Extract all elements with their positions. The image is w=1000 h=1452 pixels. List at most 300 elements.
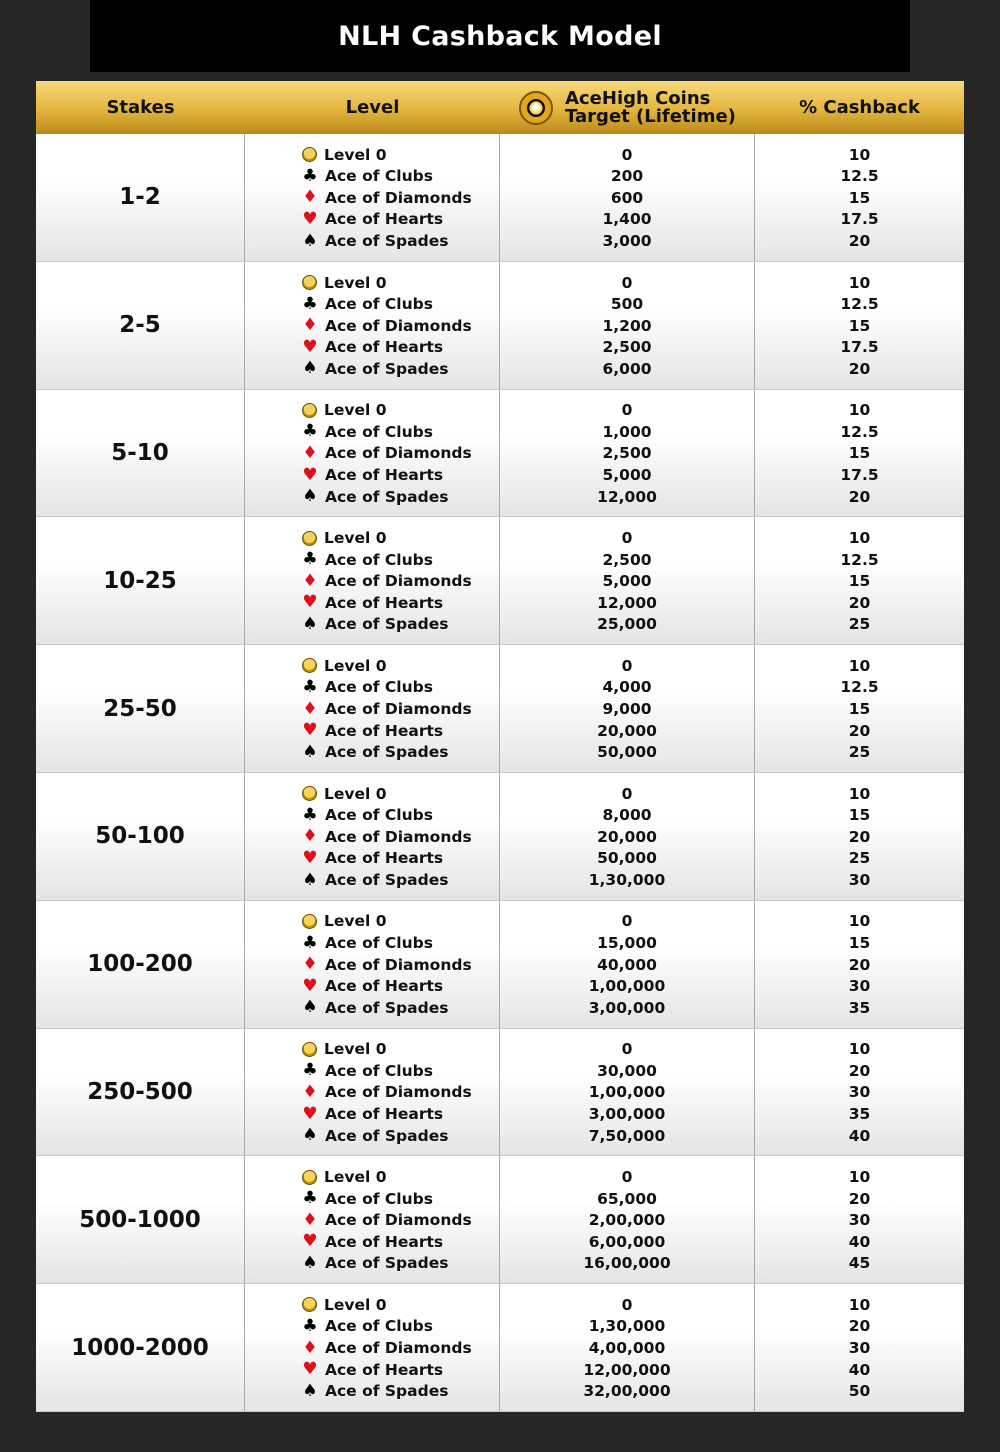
level-name: Ace of Spades bbox=[325, 1254, 449, 1273]
page-title: NLH Cashback Model bbox=[338, 20, 662, 52]
cashback-value: 25 bbox=[848, 743, 871, 762]
level-name: Ace of Spades bbox=[325, 359, 449, 378]
level-name: Ace of Spades bbox=[325, 487, 449, 506]
smiley-coin-icon bbox=[302, 275, 317, 290]
cashback-value: 17.5 bbox=[840, 210, 879, 229]
table-row bbox=[36, 773, 964, 901]
level-name: Ace of Diamonds bbox=[325, 1211, 472, 1230]
level-line bbox=[299, 698, 499, 720]
cashback-cell bbox=[755, 773, 964, 900]
club-suit-icon: ♣ bbox=[302, 421, 318, 442]
coins-target-value: 8,000 bbox=[602, 806, 652, 825]
level-name: Ace of Diamonds bbox=[325, 1339, 472, 1358]
cashback-value: 35 bbox=[848, 998, 871, 1017]
coins-target-value: 2,500 bbox=[602, 550, 652, 569]
acehigh-coin-icon: ♠ bbox=[519, 91, 553, 125]
coins-target-cell bbox=[500, 773, 755, 900]
cashback-value: 10 bbox=[848, 656, 871, 675]
club-suit-icon: ♣ bbox=[302, 676, 318, 697]
coins-target-value: 5,000 bbox=[602, 572, 652, 591]
level-line bbox=[299, 400, 499, 422]
smiley-coin-icon bbox=[302, 531, 317, 546]
spade-suit-icon: ♠ bbox=[302, 741, 318, 762]
cashback-value: 15 bbox=[848, 188, 871, 207]
level-line bbox=[299, 209, 499, 231]
smiley-coin-icon bbox=[302, 147, 317, 162]
cashback-cell bbox=[755, 134, 964, 261]
table-row bbox=[36, 901, 964, 1029]
level-name: Ace of Hearts bbox=[325, 977, 444, 996]
level-line bbox=[299, 614, 499, 636]
cashback-value: 12.5 bbox=[840, 422, 879, 441]
cashback-value: 17.5 bbox=[840, 338, 879, 357]
level-line bbox=[299, 911, 499, 933]
level-line bbox=[299, 1188, 499, 1210]
coins-target-cell bbox=[500, 262, 755, 389]
level-line bbox=[299, 997, 499, 1019]
coins-target-value: 600 bbox=[610, 188, 644, 207]
level-name: Ace of Spades bbox=[325, 998, 449, 1017]
coins-target-value: 20,000 bbox=[597, 827, 657, 846]
cashback-value: 20 bbox=[848, 593, 871, 612]
level-name: Ace of Hearts bbox=[325, 338, 444, 357]
level-line bbox=[299, 592, 499, 614]
level-line bbox=[299, 848, 499, 870]
coins-target-value: 50,000 bbox=[597, 849, 657, 868]
level-line bbox=[299, 527, 499, 549]
club-suit-icon: ♣ bbox=[302, 1315, 318, 1336]
cashback-value: 25 bbox=[848, 849, 871, 868]
level-line bbox=[299, 1359, 499, 1381]
coins-target-value: 12,000 bbox=[597, 593, 657, 612]
cashback-cell bbox=[755, 262, 964, 389]
cashback-value: 15 bbox=[848, 700, 871, 719]
cashback-value: 12.5 bbox=[840, 295, 879, 314]
cashback-value: 20 bbox=[848, 359, 871, 378]
level-line bbox=[299, 1103, 499, 1125]
cashback-value: 20 bbox=[848, 487, 871, 506]
level-cell bbox=[245, 773, 500, 900]
level-name: Level 0 bbox=[324, 656, 387, 675]
level-name: Level 0 bbox=[324, 1168, 387, 1187]
cashback-value: 15 bbox=[848, 444, 871, 463]
level-line bbox=[299, 486, 499, 508]
smiley-coin-icon bbox=[302, 1297, 317, 1312]
coins-target-value: 6,000 bbox=[602, 359, 652, 378]
coins-target-cell bbox=[500, 901, 755, 1028]
cashback-value: 15 bbox=[848, 572, 871, 591]
coins-target-cell bbox=[500, 1284, 755, 1411]
level-cell bbox=[245, 1284, 500, 1411]
header-stakes: Stakes bbox=[106, 97, 175, 118]
level-name: Ace of Diamonds bbox=[325, 955, 472, 974]
level-cell bbox=[245, 645, 500, 772]
level-line bbox=[299, 464, 499, 486]
diamond-suit-icon: ♦ bbox=[302, 187, 318, 208]
smiley-coin-icon bbox=[302, 914, 317, 929]
level-line bbox=[299, 1253, 499, 1275]
club-suit-icon: ♣ bbox=[302, 932, 318, 953]
cashback-value: 20 bbox=[848, 1061, 871, 1080]
title-bar bbox=[90, 0, 910, 72]
coins-target-value: 0 bbox=[621, 1040, 633, 1059]
coins-target-value: 65,000 bbox=[597, 1189, 657, 1208]
level-line bbox=[299, 932, 499, 954]
level-name: Ace of Clubs bbox=[325, 678, 433, 697]
coins-target-cell bbox=[500, 1029, 755, 1156]
level-cell bbox=[245, 517, 500, 644]
coins-target-value: 6,00,000 bbox=[588, 1232, 666, 1251]
heart-suit-icon: ♥ bbox=[302, 975, 318, 996]
coins-target-cell bbox=[500, 517, 755, 644]
cashback-value: 10 bbox=[848, 912, 871, 931]
club-suit-icon: ♣ bbox=[302, 1060, 318, 1081]
level-name: Ace of Clubs bbox=[325, 295, 433, 314]
coins-target-value: 2,500 bbox=[602, 444, 652, 463]
coins-target-cell bbox=[500, 390, 755, 517]
level-name: Ace of Diamonds bbox=[325, 700, 472, 719]
level-line bbox=[299, 1082, 499, 1104]
level-line bbox=[299, 144, 499, 166]
table-row bbox=[36, 1284, 964, 1412]
stakes-cell: 1000-2000 bbox=[36, 1284, 245, 1411]
cashback-value: 10 bbox=[848, 1168, 871, 1187]
table-row bbox=[36, 517, 964, 645]
cashback-value: 35 bbox=[848, 1105, 871, 1124]
level-line bbox=[299, 1125, 499, 1147]
level-name: Ace of Spades bbox=[325, 615, 449, 634]
heart-suit-icon: ♥ bbox=[302, 1103, 318, 1124]
smiley-coin-icon bbox=[302, 1042, 317, 1057]
level-name: Ace of Clubs bbox=[325, 167, 433, 186]
cashback-value: 15 bbox=[848, 934, 871, 953]
level-name: Level 0 bbox=[324, 145, 387, 164]
club-suit-icon: ♣ bbox=[302, 293, 318, 314]
heart-suit-icon: ♥ bbox=[302, 1231, 318, 1252]
level-cell bbox=[245, 262, 500, 389]
coins-target-value: 1,30,000 bbox=[588, 1317, 666, 1336]
cashback-cell bbox=[755, 901, 964, 1028]
spade-suit-icon: ♠ bbox=[302, 1252, 318, 1273]
level-cell bbox=[245, 1029, 500, 1156]
level-line bbox=[299, 166, 499, 188]
cashback-value: 12.5 bbox=[840, 678, 879, 697]
cashback-value: 25 bbox=[848, 615, 871, 634]
level-line bbox=[299, 1380, 499, 1402]
cashback-value: 20 bbox=[848, 232, 871, 251]
level-cell bbox=[245, 134, 500, 261]
level-name: Ace of Spades bbox=[325, 1126, 449, 1145]
coins-target-value: 5,000 bbox=[602, 466, 652, 485]
cashback-value: 12.5 bbox=[840, 550, 879, 569]
cashback-value: 20 bbox=[848, 1317, 871, 1336]
coins-target-cell bbox=[500, 645, 755, 772]
coins-target-value: 3,00,000 bbox=[588, 1105, 666, 1124]
coins-target-value: 12,00,000 bbox=[583, 1360, 671, 1379]
coins-target-value: 16,00,000 bbox=[583, 1254, 671, 1273]
level-line bbox=[299, 1166, 499, 1188]
coins-target-value: 1,400 bbox=[602, 210, 652, 229]
cashback-value: 10 bbox=[848, 784, 871, 803]
level-cell bbox=[245, 1156, 500, 1283]
cashback-value: 40 bbox=[848, 1232, 871, 1251]
table-header bbox=[36, 81, 964, 134]
header-coins-line2: Target (Lifetime) bbox=[565, 105, 736, 127]
coins-target-cell bbox=[500, 1156, 755, 1283]
cashback-value: 30 bbox=[848, 977, 871, 996]
coins-target-value: 32,00,000 bbox=[583, 1382, 671, 1401]
level-name: Ace of Clubs bbox=[325, 934, 433, 953]
coins-target-value: 4,00,000 bbox=[588, 1339, 666, 1358]
cashback-value: 10 bbox=[848, 1040, 871, 1059]
level-line bbox=[299, 1316, 499, 1338]
cashback-value: 12.5 bbox=[840, 167, 879, 186]
header-level: Level bbox=[345, 97, 400, 118]
level-line bbox=[299, 272, 499, 294]
coins-target-value: 9,000 bbox=[602, 700, 652, 719]
cashback-value: 50 bbox=[848, 1382, 871, 1401]
diamond-suit-icon: ♦ bbox=[302, 570, 318, 591]
table-row bbox=[36, 390, 964, 518]
cashback-cell bbox=[755, 1029, 964, 1156]
coins-target-value: 200 bbox=[610, 167, 644, 186]
heart-suit-icon: ♥ bbox=[302, 1359, 318, 1380]
coins-target-value: 0 bbox=[621, 912, 633, 931]
cashback-value: 40 bbox=[848, 1360, 871, 1379]
coins-target-value: 25,000 bbox=[597, 615, 657, 634]
diamond-suit-icon: ♦ bbox=[302, 1337, 318, 1358]
level-name: Ace of Hearts bbox=[325, 1232, 444, 1251]
smiley-coin-icon bbox=[302, 1170, 317, 1185]
cashback-value: 10 bbox=[848, 529, 871, 548]
diamond-suit-icon: ♦ bbox=[302, 1209, 318, 1230]
level-name: Ace of Spades bbox=[325, 871, 449, 890]
level-name: Ace of Hearts bbox=[325, 721, 444, 740]
cashback-value: 10 bbox=[848, 1295, 871, 1314]
level-name: Level 0 bbox=[324, 912, 387, 931]
level-line bbox=[299, 869, 499, 891]
stakes-cell: 10-25 bbox=[36, 517, 245, 644]
table-row bbox=[36, 645, 964, 773]
level-line bbox=[299, 1294, 499, 1316]
cashback-value: 10 bbox=[848, 401, 871, 420]
coins-target-value: 0 bbox=[621, 529, 633, 548]
header-coins-target bbox=[500, 81, 755, 134]
cashback-value: 20 bbox=[848, 827, 871, 846]
header-coins-line1: AceHigh Coins bbox=[565, 87, 711, 109]
stakes-cell: 100-200 bbox=[36, 901, 245, 1028]
spade-suit-icon: ♠ bbox=[302, 486, 318, 507]
level-name: Ace of Hearts bbox=[325, 1105, 444, 1124]
coins-target-value: 12,000 bbox=[597, 487, 657, 506]
heart-suit-icon: ♥ bbox=[302, 208, 318, 229]
level-line bbox=[299, 804, 499, 826]
spade-suit-icon: ♠ bbox=[302, 1380, 318, 1401]
level-line bbox=[299, 720, 499, 742]
level-name: Ace of Spades bbox=[325, 1382, 449, 1401]
coins-target-value: 50,000 bbox=[597, 743, 657, 762]
club-suit-icon: ♣ bbox=[302, 165, 318, 186]
table-row bbox=[36, 262, 964, 390]
header-cashback: % Cashback bbox=[799, 97, 920, 118]
level-name: Ace of Diamonds bbox=[325, 572, 472, 591]
level-name: Ace of Hearts bbox=[325, 849, 444, 868]
diamond-suit-icon: ♦ bbox=[302, 698, 318, 719]
level-line bbox=[299, 655, 499, 677]
cashback-value: 15 bbox=[848, 316, 871, 335]
cashback-value: 20 bbox=[848, 721, 871, 740]
cashback-value: 30 bbox=[848, 1083, 871, 1102]
coins-target-value: 20,000 bbox=[597, 721, 657, 740]
level-line bbox=[299, 975, 499, 997]
level-line bbox=[299, 1060, 499, 1082]
cashback-value: 30 bbox=[848, 1211, 871, 1230]
cashback-cell bbox=[755, 390, 964, 517]
level-name: Level 0 bbox=[324, 273, 387, 292]
heart-suit-icon: ♥ bbox=[302, 847, 318, 868]
club-suit-icon: ♣ bbox=[302, 549, 318, 570]
stakes-cell: 250-500 bbox=[36, 1029, 245, 1156]
level-line bbox=[299, 293, 499, 315]
level-line bbox=[299, 1038, 499, 1060]
level-name: Ace of Clubs bbox=[325, 1317, 433, 1336]
level-name: Ace of Diamonds bbox=[325, 444, 472, 463]
cashback-value: 17.5 bbox=[840, 466, 879, 485]
coins-target-value: 0 bbox=[621, 273, 633, 292]
level-name: Level 0 bbox=[324, 784, 387, 803]
level-name: Level 0 bbox=[324, 1295, 387, 1314]
cashback-cell bbox=[755, 1284, 964, 1411]
stakes-cell: 500-1000 bbox=[36, 1156, 245, 1283]
coins-target-value: 1,00,000 bbox=[588, 977, 666, 996]
coins-target-value: 1,00,000 bbox=[588, 1083, 666, 1102]
coins-target-value: 0 bbox=[621, 656, 633, 675]
heart-suit-icon: ♥ bbox=[302, 336, 318, 357]
level-line bbox=[299, 783, 499, 805]
level-name: Ace of Hearts bbox=[325, 466, 444, 485]
level-name: Level 0 bbox=[324, 401, 387, 420]
cashback-cell bbox=[755, 645, 964, 772]
coins-target-value: 30,000 bbox=[597, 1061, 657, 1080]
level-name: Ace of Hearts bbox=[325, 210, 444, 229]
club-suit-icon: ♣ bbox=[302, 804, 318, 825]
level-line bbox=[299, 549, 499, 571]
heart-suit-icon: ♥ bbox=[302, 464, 318, 485]
level-name: Level 0 bbox=[324, 529, 387, 548]
table-body bbox=[36, 134, 964, 1412]
level-name: Ace of Hearts bbox=[325, 1360, 444, 1379]
coins-target-value: 40,000 bbox=[597, 955, 657, 974]
cashback-cell bbox=[755, 517, 964, 644]
cashback-value: 45 bbox=[848, 1254, 871, 1273]
level-line bbox=[299, 421, 499, 443]
diamond-suit-icon: ♦ bbox=[302, 1081, 318, 1102]
spade-suit-icon: ♠ bbox=[302, 997, 318, 1018]
cashback-table bbox=[36, 81, 964, 1412]
coins-target-value: 15,000 bbox=[597, 934, 657, 953]
cashback-value: 30 bbox=[848, 871, 871, 890]
level-line bbox=[299, 570, 499, 592]
level-line bbox=[299, 358, 499, 380]
level-name: Level 0 bbox=[324, 1040, 387, 1059]
cashback-value: 10 bbox=[848, 145, 871, 164]
cashback-value: 20 bbox=[848, 955, 871, 974]
stakes-cell: 1-2 bbox=[36, 134, 245, 261]
level-name: Ace of Clubs bbox=[325, 1189, 433, 1208]
club-suit-icon: ♣ bbox=[302, 1188, 318, 1209]
level-line bbox=[299, 230, 499, 252]
spade-suit-icon: ♠ bbox=[302, 358, 318, 379]
level-name: Ace of Clubs bbox=[325, 550, 433, 569]
coins-target-value: 1,200 bbox=[602, 316, 652, 335]
coins-target-value: 1,000 bbox=[602, 422, 652, 441]
coins-target-value: 4,000 bbox=[602, 678, 652, 697]
level-name: Ace of Clubs bbox=[325, 422, 433, 441]
stakes-cell: 50-100 bbox=[36, 773, 245, 900]
level-line bbox=[299, 954, 499, 976]
table-row bbox=[36, 1029, 964, 1157]
coins-target-value: 0 bbox=[621, 1295, 633, 1314]
level-line bbox=[299, 1231, 499, 1253]
spade-suit-icon: ♠ bbox=[302, 869, 318, 890]
level-name: Ace of Diamonds bbox=[325, 1083, 472, 1102]
coins-target-value: 2,00,000 bbox=[588, 1211, 666, 1230]
coins-target-value: 0 bbox=[621, 1168, 633, 1187]
level-cell bbox=[245, 901, 500, 1028]
cashback-value: 30 bbox=[848, 1339, 871, 1358]
level-name: Ace of Hearts bbox=[325, 593, 444, 612]
smiley-coin-icon bbox=[302, 786, 317, 801]
cashback-value: 15 bbox=[848, 806, 871, 825]
level-line bbox=[299, 315, 499, 337]
level-line bbox=[299, 336, 499, 358]
coins-target-value: 7,50,000 bbox=[588, 1126, 666, 1145]
level-line bbox=[299, 1337, 499, 1359]
table-row bbox=[36, 134, 964, 262]
level-line bbox=[299, 187, 499, 209]
coins-target-cell bbox=[500, 134, 755, 261]
coins-target-value: 2,500 bbox=[602, 338, 652, 357]
coins-target-value: 0 bbox=[621, 784, 633, 803]
level-name: Ace of Spades bbox=[325, 232, 449, 251]
level-line bbox=[299, 443, 499, 465]
coins-target-value: 3,000 bbox=[602, 232, 652, 251]
level-name: Ace of Clubs bbox=[325, 806, 433, 825]
diamond-suit-icon: ♦ bbox=[302, 442, 318, 463]
smiley-coin-icon bbox=[302, 658, 317, 673]
coins-target-value: 1,30,000 bbox=[588, 871, 666, 890]
table-row bbox=[36, 1156, 964, 1284]
heart-suit-icon: ♥ bbox=[302, 720, 318, 741]
level-name: Ace of Diamonds bbox=[325, 827, 472, 846]
level-name: Ace of Diamonds bbox=[325, 188, 472, 207]
coins-target-value: 3,00,000 bbox=[588, 998, 666, 1017]
cashback-value: 20 bbox=[848, 1189, 871, 1208]
level-line bbox=[299, 826, 499, 848]
cashback-cell bbox=[755, 1156, 964, 1283]
diamond-suit-icon: ♦ bbox=[302, 826, 318, 847]
level-cell bbox=[245, 390, 500, 517]
coins-target-value: 0 bbox=[621, 145, 633, 164]
level-line bbox=[299, 741, 499, 763]
level-line bbox=[299, 677, 499, 699]
stakes-cell: 25-50 bbox=[36, 645, 245, 772]
coins-target-value: 0 bbox=[621, 401, 633, 420]
diamond-suit-icon: ♦ bbox=[302, 315, 318, 336]
level-name: Ace of Diamonds bbox=[325, 316, 472, 335]
spade-suit-icon: ♠ bbox=[302, 613, 318, 634]
stakes-cell: 2-5 bbox=[36, 262, 245, 389]
